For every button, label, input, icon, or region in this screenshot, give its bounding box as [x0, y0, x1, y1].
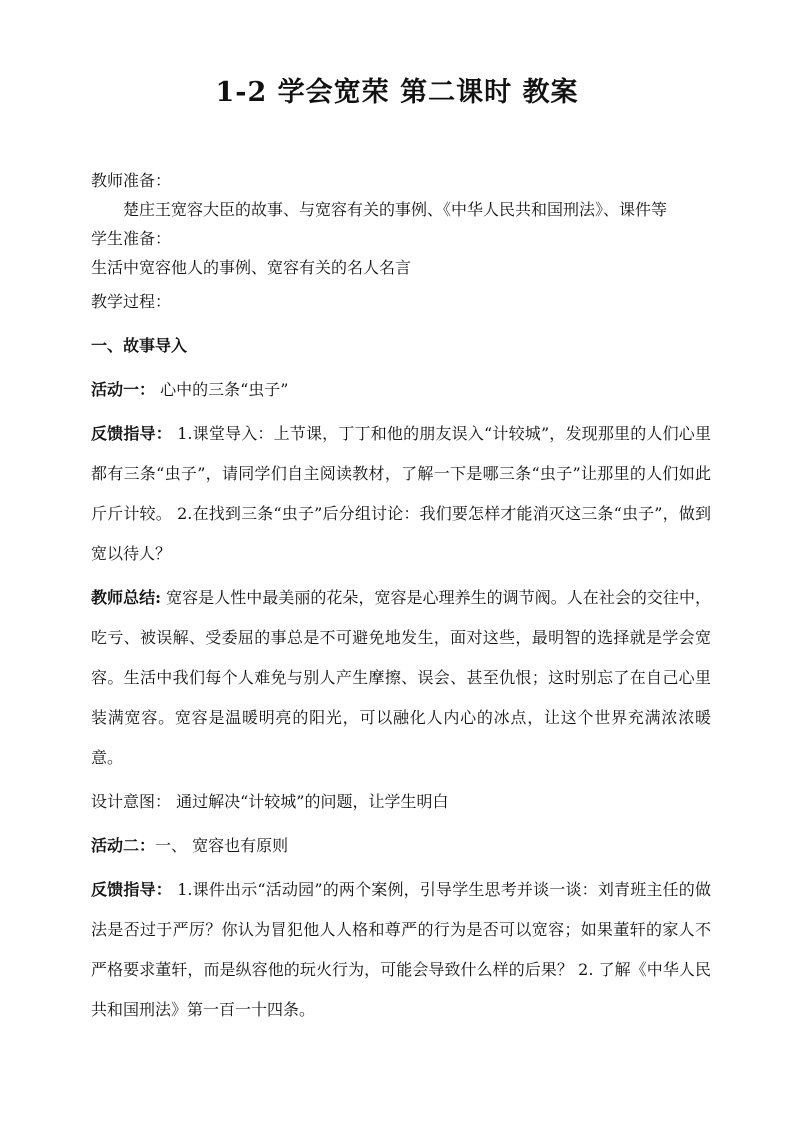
feedback2-paragraph	[91, 870, 711, 1030]
activity2-line	[91, 826, 711, 866]
student-prep-heading: 学生准备：	[91, 229, 172, 248]
activity1-text: 心中的三条“虫子”	[155, 380, 289, 399]
feedback2-text: 1.课件出示“活动园”的两个案例，引导学生思考并谈一谈：刘青班主任的做法是否过于严厉？你认为冒犯他人人格和尊严的行为是否可以宽容；如果董轩的家人不严格要求董轩，而是纵容他的玩火行为，可能会导致什么样的后果？ 2. 了解《中华人民共和国刑法》第一百一十四条。	[91, 880, 711, 1019]
summary-paragraph	[91, 578, 711, 778]
student-prep-body: 生活中宽容他人的事例、宽容有关的名人名言	[91, 258, 412, 277]
design-intent: 设计意图： 通过解决“计较城”的问题，让学生明白	[91, 792, 449, 811]
document-title: 1-2 学会宽荣 第二课时 教案	[215, 77, 579, 108]
activity1-label: 活动一：	[91, 380, 156, 399]
summary-text: 宽容是人性中最美丽的花朵，宽容是心理养生的调节阀。人在社会的交往中，吃亏、被误解、受委屈的事总是不可避免地发生，面对这些，最明智的选择就是学会宽容。生活中我们每个人难免与别人产生摩擦、误会、甚至仇恨；这时别忘了在自己心里装满宽容。宽容是温暖明亮的阳光，可以融化人内心的冰点，让这个世界充满浓浓暖意。	[91, 588, 711, 767]
teacher-prep-heading: 教师准备：	[91, 171, 172, 190]
process-heading: 教学过程：	[91, 292, 172, 311]
feedback1-paragraph	[91, 414, 711, 574]
feedback1-text: 1.课堂导入：上节课，丁丁和他的朋友误入“计较城”，发现那里的人们心里都有三条“虫子”，请同学们自主阅读教材，了解一下是哪三条“虫子”让那里的人们如此斤斤计较。 2.在找到三条“虫子”后分组讨论：我们要怎样才能消灭这三条“虫子”，做到宽以待人？	[91, 424, 711, 563]
activity2-text: 一、 宽容也有原则	[155, 836, 289, 855]
feedback1-label: 反馈指导：	[91, 424, 172, 443]
feedback2-label: 反馈指导：	[91, 880, 172, 899]
teacher-prep-body: 楚庄王宽容大臣的故事、与宽容有关的事例、《中华人民共和国刑法》、课件等	[123, 200, 668, 219]
activity2-label: 活动二：	[91, 836, 156, 855]
summary-label: 教师总结:	[91, 588, 162, 607]
section1-heading: 一、故事导入	[91, 336, 188, 355]
document-body	[91, 166, 711, 1030]
activity1-line	[91, 370, 711, 410]
